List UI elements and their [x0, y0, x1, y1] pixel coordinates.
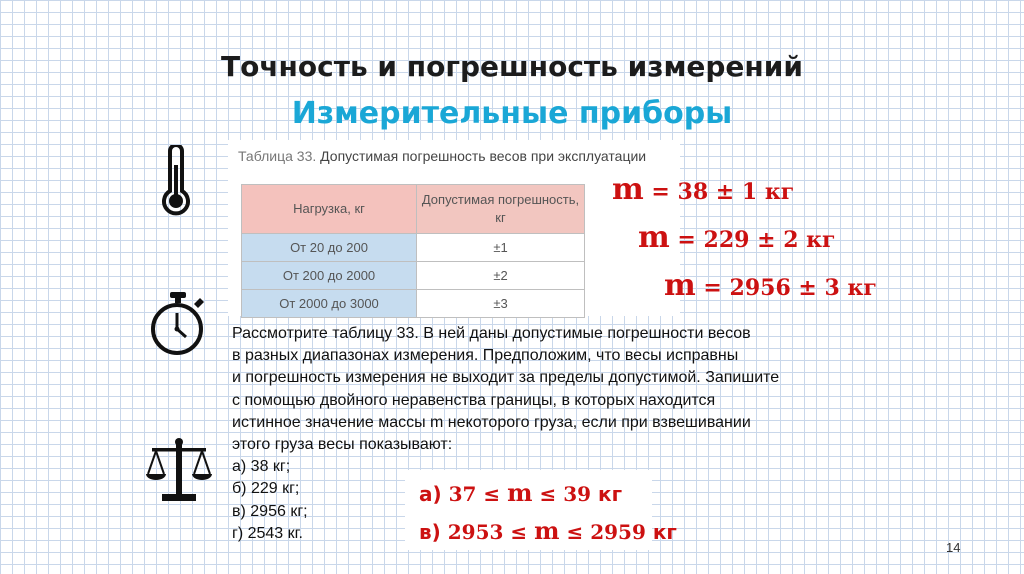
text-line: б) 229 кг;	[232, 480, 300, 498]
table-row	[242, 262, 585, 290]
text-line: а) 38 кг;	[232, 458, 291, 476]
answer-v	[419, 516, 677, 545]
answer-unit: кг	[652, 520, 677, 544]
scales-icon	[144, 434, 214, 506]
slide-title: Точность и погрешность измерений	[220, 50, 803, 83]
table-caption-title: Допустимая погрешность весов при эксплуатации	[320, 148, 647, 164]
answer-label: а)	[419, 482, 442, 506]
text-line: Рассмотрите таблицу 33. В ней даны допустимые погрешности весов	[232, 325, 751, 342]
result-expression: = 38 ± 1	[651, 179, 758, 205]
answer-lower: 2953 ≤	[447, 520, 528, 544]
answer-a	[419, 478, 622, 507]
text-line: этого груза весы показывают:	[232, 435, 453, 453]
text-line: и погрешность измерения не выходит за пределы допустимой. Запишите	[232, 369, 780, 387]
cell-load: От 200 до 2000	[242, 262, 417, 290]
text-line: с помощью двойного неравенства границы, в которых находится	[232, 391, 716, 409]
table-header-row	[242, 185, 585, 234]
stopwatch-icon	[148, 290, 208, 358]
result-line-2	[638, 220, 836, 255]
result-variable: m	[612, 172, 644, 207]
text-line: истинное значение массы m некоторого груза, если при взвешивании	[232, 413, 751, 431]
text-line: в) 2956 кг;	[232, 502, 308, 520]
result-unit: кг	[847, 275, 877, 301]
slide-subtitle: Измерительные приборы	[291, 96, 733, 131]
answer-lower: 37 ≤	[448, 482, 501, 506]
cell-error: ±1	[417, 234, 585, 262]
answers-box	[405, 470, 677, 550]
text-line: в разных диапазонах измерения. Предположим, что весы исправны	[232, 347, 739, 365]
result-variable: m	[638, 220, 670, 255]
result-expression: = 229 ± 2	[677, 227, 799, 253]
result-variable: m	[664, 268, 696, 303]
answer-label: в)	[419, 520, 441, 544]
table-row	[242, 234, 585, 262]
result-expression: = 2956 ± 3	[703, 275, 840, 301]
tolerance-table-card	[228, 140, 680, 316]
cell-error: ±3	[417, 290, 585, 318]
result-unit: кг	[806, 227, 836, 253]
thermometer-icon	[158, 145, 194, 217]
cell-load: От 20 до 200	[242, 234, 417, 262]
answer-upper: ≤ 39	[539, 482, 592, 506]
answer-variable: m	[534, 516, 560, 545]
result-line-1	[612, 172, 794, 207]
table-caption	[238, 148, 646, 164]
cell-error: ±2	[417, 262, 585, 290]
answer-variable: m	[507, 478, 533, 507]
header-error: Допустимая погрешность, кг	[417, 185, 585, 234]
tolerance-table	[241, 184, 585, 318]
answer-upper: ≤ 2959	[566, 520, 646, 544]
table-row	[242, 290, 585, 318]
header-load: Нагрузка, кг	[242, 185, 417, 234]
result-line-3	[664, 268, 877, 303]
result-unit: кг	[764, 179, 795, 205]
cell-load: От 2000 до 3000	[242, 290, 417, 318]
page-number: 14	[946, 540, 961, 555]
answer-unit: кг	[598, 482, 623, 506]
table-caption-number: Таблица 33.	[238, 148, 317, 164]
text-line: г) 2543 кг.	[232, 524, 303, 542]
